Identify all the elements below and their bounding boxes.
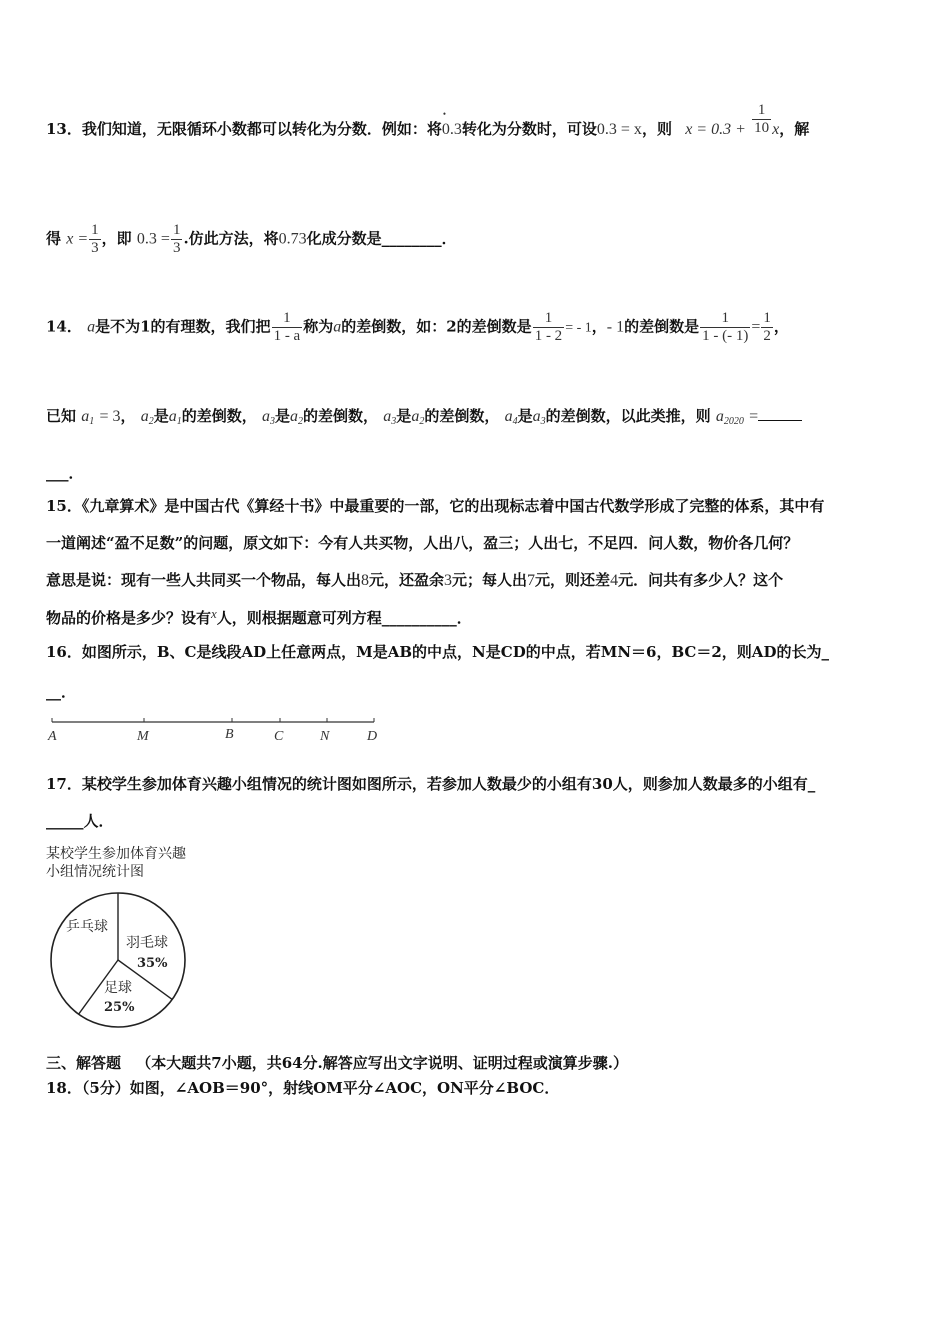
q14-is-1: 是	[153, 407, 169, 425]
q14-text-k: 的差倒数，以此类推，则	[545, 407, 711, 425]
q14-recip-1: 的差倒数，	[181, 407, 257, 425]
q18-line1: 18．（5分）如图，∠AOB＝90°，射线OM平分∠AOC，ON平分∠BOC．	[46, 1079, 560, 1097]
q14-text-a: 是不为1的有理数，我们把	[95, 317, 271, 336]
q14-is-4: 是	[517, 407, 533, 425]
q14-a3b: $a_3$	[383, 408, 397, 427]
q14-recip-frac	[272, 310, 303, 345]
chart-title-line1: 某校学生参加体育兴趣	[46, 846, 186, 862]
q15-n3: 7	[527, 572, 536, 589]
q14-ex1-num: 1	[533, 310, 565, 328]
q13-eq4-den: 3	[172, 240, 181, 256]
q15-line3-c: 元；每人出	[452, 571, 528, 589]
q15-line3-e: 元．问共有多少人？这个	[618, 571, 784, 589]
pie-chart	[44, 885, 194, 1035]
q14-recip-den: 1 - a	[273, 328, 301, 344]
q14-text-b: 称为	[303, 317, 334, 336]
q13-eq3-frac	[89, 222, 101, 257]
q14-ex1-den: 1 - 2	[534, 328, 563, 344]
q14-text-d: ，	[591, 317, 607, 336]
q14-ex2-frac	[700, 310, 750, 345]
q14-a3-ref: $a_3$	[532, 408, 546, 427]
q14-recip-num: 1	[272, 310, 303, 328]
q14-a-2: a	[333, 318, 342, 336]
section3-title: 三、解答题	[46, 1054, 122, 1072]
q14-comma-1: ，	[120, 407, 136, 425]
q13-line1	[46, 101, 810, 139]
q13-text-h: 化成分数是________．	[306, 229, 457, 248]
q14-answer-blank[interactable]	[758, 406, 802, 421]
q13-eq4: 0.3 =	[136, 230, 170, 248]
q13-frac-num: 1	[752, 102, 771, 120]
q15-n1: 8	[361, 572, 370, 589]
slice-label-badminton: 羽毛球	[126, 935, 168, 951]
segment-diagram	[44, 712, 384, 748]
q13-eq2-rhs: x	[772, 121, 780, 138]
q15-line2: 一道阐述“盈不足数”的问题，原文如下：今有人共买物，人出八，盈三；人出七，不足四．问人数，物价各几何？	[46, 534, 799, 552]
q15-line3-d: 元，则还差	[535, 571, 611, 589]
q14-a2: $a_2$	[140, 408, 154, 427]
q14-a1: $a_1$	[81, 408, 95, 427]
q13-val1: • 0.3	[442, 121, 462, 139]
q16-line1: 16．如图所示，B、C是线段AD上任意两点，M是AB的中点，N是CD的中点，若MN＝6，BC＝2，则AD的长为_	[46, 643, 829, 661]
q13-text-f: ，即	[101, 229, 132, 248]
q15-line3-a: 意思是说：现有一些人共同买一个物品，每人出	[46, 571, 362, 589]
q14-text-g: 已知	[46, 407, 77, 425]
section3-header	[46, 1052, 628, 1073]
section3-note: （本大题共7小题，共64分.解答应写出文字说明、证明过程或演算步骤.）	[136, 1054, 629, 1072]
slice-value-badminton: 35%	[137, 956, 168, 971]
q14-recip-3: 的差倒数，	[424, 407, 500, 425]
q13-text-g: .仿此方法，将	[183, 229, 279, 248]
q14-ex1-frac	[533, 310, 565, 345]
q14-half-num: 1	[763, 310, 771, 326]
q15-line4	[46, 606, 472, 628]
q13-text-b: 转化为分数时，可设	[461, 120, 597, 138]
q14-is-2: 是	[275, 407, 291, 425]
q14-ex1-res: = - 1	[565, 320, 592, 336]
q14-tail: ___．	[46, 464, 84, 482]
label-m: M	[137, 729, 149, 744]
label-d: D	[367, 729, 378, 744]
q13-eq2-lhs: x = 0.3 +	[685, 121, 746, 138]
label-b: B	[225, 727, 234, 742]
q14-a1-eq: = 3	[99, 408, 121, 425]
q14-ex2-res: =	[751, 318, 761, 336]
q13-eq2-frac	[752, 102, 771, 137]
q14-text-c: 的差倒数，如：2的差倒数是	[341, 317, 532, 336]
label-a: A	[48, 729, 57, 744]
slice-label-football: 足球	[104, 980, 132, 996]
q17-line2: _____人．	[46, 812, 114, 830]
q14-ex2-den: 1 - (- 1)	[702, 328, 749, 344]
q15-line1: 15．《九章算术》是中国古代《算经十书》中最重要的一部，它的出现标志着中国古代数学形成了完整的体系，其中有	[46, 497, 825, 515]
q14-line2	[46, 405, 802, 427]
q14-line1	[46, 310, 789, 345]
q15-line4-b: 人，则根据题意可列方程__________．	[216, 609, 472, 627]
label-c: C	[274, 729, 284, 744]
q15-n4: 4	[610, 572, 619, 589]
q16-line2: __．	[46, 683, 77, 701]
q15-n2: 3	[444, 572, 453, 589]
q14-a2-ref-2: $a_2$	[411, 408, 425, 427]
q14-ex2-num: 1	[700, 310, 750, 328]
q17-line1: 17．某校学生参加体育兴趣小组情况的统计图如图所示，若参加人数最少的小组有30人，则参加人数最多的小组有_	[46, 775, 816, 793]
slice-value-football: 25%	[104, 1000, 135, 1015]
q13-val2: 0.73	[278, 230, 307, 248]
q14-a3: $a_3$	[262, 408, 276, 427]
q14-recip-2: 的差倒数，	[303, 407, 379, 425]
q14-a: a	[87, 318, 96, 336]
q13-eq4-num: 1	[172, 222, 181, 238]
chart-title	[46, 845, 186, 881]
q13-eq3-den: 3	[91, 240, 99, 256]
q13-text-a: 我们知道，无限循环小数都可以转化为分数．例如：将	[81, 120, 442, 138]
q15-line3-b: 元，还盈余	[369, 571, 445, 589]
q13-frac-den: 10	[754, 119, 770, 136]
q15-line3	[46, 569, 783, 590]
q14-is-3: 是	[396, 407, 412, 425]
q14-a2020: $a_{2020}$	[715, 408, 744, 427]
q15-line4-a: 物品的价格是多少？设有	[46, 609, 212, 627]
q13-number: 13．	[46, 120, 82, 138]
q14-text-e: 的差倒数是	[624, 317, 700, 336]
q13-line2	[46, 222, 457, 257]
q14-half-frac	[761, 310, 773, 345]
q13-eq3: x =	[66, 230, 89, 248]
q15-x: x	[211, 606, 217, 621]
q13-text-e: 得	[46, 229, 62, 248]
slice-label-pingpong: 乒乓球	[66, 919, 108, 935]
label-n: N	[320, 729, 330, 744]
q13-text-c: ，则	[641, 120, 672, 138]
q13-eq4-frac	[171, 222, 183, 257]
q14-a2-ref: $a_2$	[290, 408, 304, 427]
q14-a1-ref: $a_1$	[168, 408, 182, 427]
q14-neg1: - 1	[606, 318, 625, 336]
q13-eq3-num: 1	[91, 222, 99, 238]
q14-number: 14．	[46, 317, 82, 336]
q13-eq1: 0.3 = x	[596, 121, 642, 138]
q14-half-den: 2	[763, 328, 771, 344]
q14-text-f: ，	[773, 317, 789, 336]
q13-text-d: ，解	[779, 120, 810, 138]
q14-a4: $a_4$	[504, 408, 518, 427]
q14-a2020-eq: =	[749, 408, 759, 425]
chart-title-line2: 小组情况统计图	[46, 864, 144, 880]
